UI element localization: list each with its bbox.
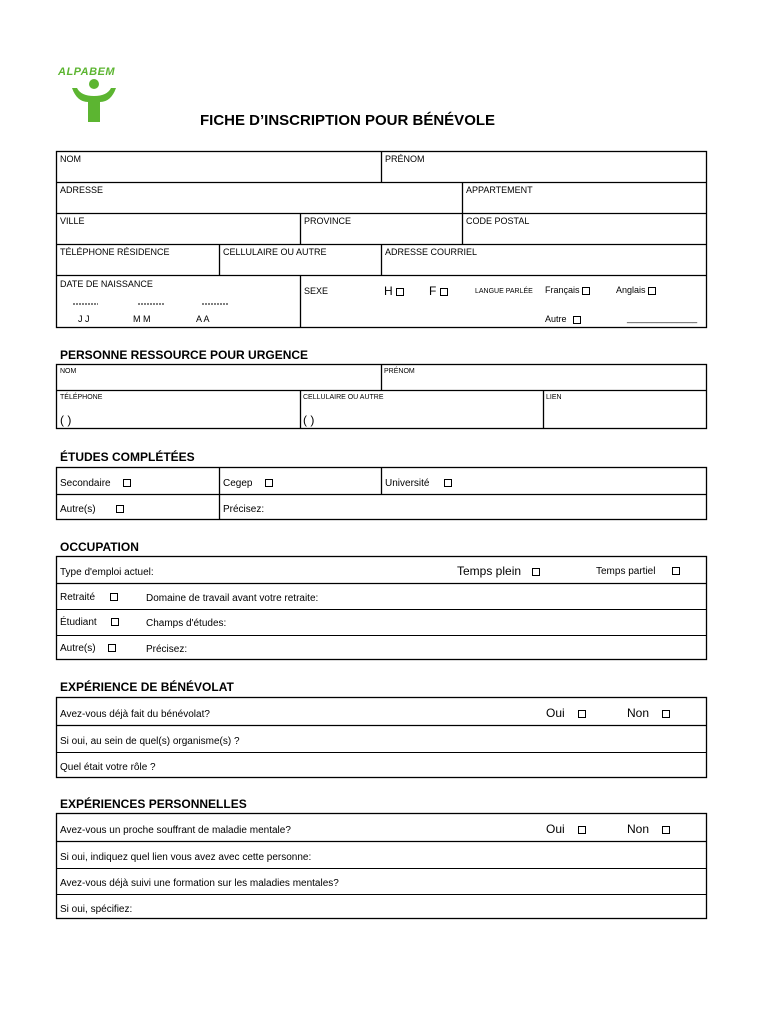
prenom-label: PRÉNOM [385, 154, 425, 164]
cegep-label: Cegep [223, 478, 253, 489]
urgence-cellulaire-field[interactable]: ( ) [303, 413, 315, 427]
tel-residence-label: TÉLÉPHONE RÉSIDENCE [60, 247, 170, 257]
type-emploi-label: Type d'emploi actuel: [60, 567, 154, 578]
personnelles-non-option[interactable] [627, 822, 670, 836]
occupation-heading: OCCUPATION [60, 540, 139, 554]
personnelles-oui-label: Oui [546, 822, 565, 836]
etudiant-label: Étudiant [60, 617, 97, 628]
urgence-nom-label: NOM [60, 368, 77, 375]
sexe-label: SEXE [304, 286, 329, 296]
domaine-label: Domaine de travail avant votre retraite: [146, 593, 319, 604]
urgence-telephone-label: TÉLÉPHONE [60, 394, 103, 401]
francais-label: Français [545, 285, 580, 295]
temps-plein-label: Temps plein [457, 564, 522, 578]
urgence-lien-label: LIEN [546, 394, 562, 401]
benevolat-q1: Avez-vous déjà fait du bénévolat? [60, 709, 210, 720]
sexe-f-label: F [429, 284, 437, 298]
personnelles-q3: Avez-vous déjà suivi une formation sur les maladies mentales? [60, 878, 339, 889]
jj-label: J J [78, 314, 90, 324]
temps-partiel-label: Temps partiel [596, 566, 656, 577]
universite-label: Université [385, 478, 430, 489]
courriel-label: ADRESSE COURRIEL [385, 247, 478, 257]
etudes-heading: ÉTUDES COMPLÉTÉES [60, 450, 195, 464]
date-naissance-label: DATE DE NAISSANCE [60, 279, 153, 289]
personnelles-oui-option[interactable] [546, 822, 586, 836]
logo-wordmark: ALPABEM [58, 66, 116, 78]
champs-label: Champs d'études: [146, 618, 227, 629]
appartement-label: APPARTEMENT [466, 185, 533, 195]
urgence-telephone-field[interactable]: ( ) [60, 413, 72, 427]
occupation-autres-label: Autre(s) [60, 643, 96, 654]
urgence-heading: PERSONNE RESSOURCE POUR URGENCE [60, 348, 309, 362]
ville-label: VILLE [60, 216, 85, 226]
personnelles-non-label: Non [627, 822, 650, 836]
personnelles-heading: EXPÉRIENCES PERSONNELLES [60, 797, 247, 811]
benevolat-oui-label: Oui [546, 706, 565, 720]
benevolat-q2: Si oui, au sein de quel(s) organisme(s) ? [60, 736, 240, 747]
page-title: FICHE D’INSCRIPTION POUR BÉNÉVOLE [200, 112, 496, 129]
sexe-h-label: H [384, 284, 393, 298]
code-postal-label: CODE POSTAL [466, 216, 530, 226]
aa-label: A A [196, 314, 210, 324]
occupation-precisez-label: Précisez: [146, 644, 188, 655]
personnelles-q2: Si oui, indiquez quel lien vous avez avec cette personne: [60, 852, 312, 863]
personnelles-non-checkbox[interactable] [662, 826, 670, 834]
etudes-precisez-label: Précisez: [223, 504, 265, 515]
urgence-prenom-label: PRÉNOM [384, 368, 415, 375]
retraite-label: Retraité [60, 592, 96, 603]
anglais-label: Anglais [616, 285, 646, 295]
adresse-label: ADRESSE [60, 185, 104, 195]
benevolat-non-label: Non [627, 706, 650, 720]
benevolat-q3: Quel était votre rôle ? [60, 762, 156, 773]
mm-label: M M [133, 314, 151, 324]
personnelles-q1: Avez-vous un proche souffrant de maladie mentale? [60, 825, 291, 836]
nom-label: NOM [60, 154, 81, 164]
etudes-autres-label: Autre(s) [60, 504, 96, 515]
personnelles-q4: Si oui, spécifiez: [60, 904, 133, 915]
benevolat-heading: EXPÉRIENCE DE BÉNÉVOLAT [60, 680, 234, 694]
personnelles-oui-checkbox[interactable] [578, 826, 586, 834]
autre-label: Autre [545, 314, 567, 324]
secondaire-label: Secondaire [60, 478, 111, 489]
langue-label: LANGUE PARLÉE [475, 288, 533, 295]
urgence-cellulaire-label: CELLULAIRE OU AUTRE [303, 394, 384, 401]
autre-line[interactable]: ______________ [627, 313, 698, 323]
cellulaire-label: CELLULAIRE OU AUTRE [223, 247, 327, 257]
province-label: PROVINCE [304, 216, 352, 226]
